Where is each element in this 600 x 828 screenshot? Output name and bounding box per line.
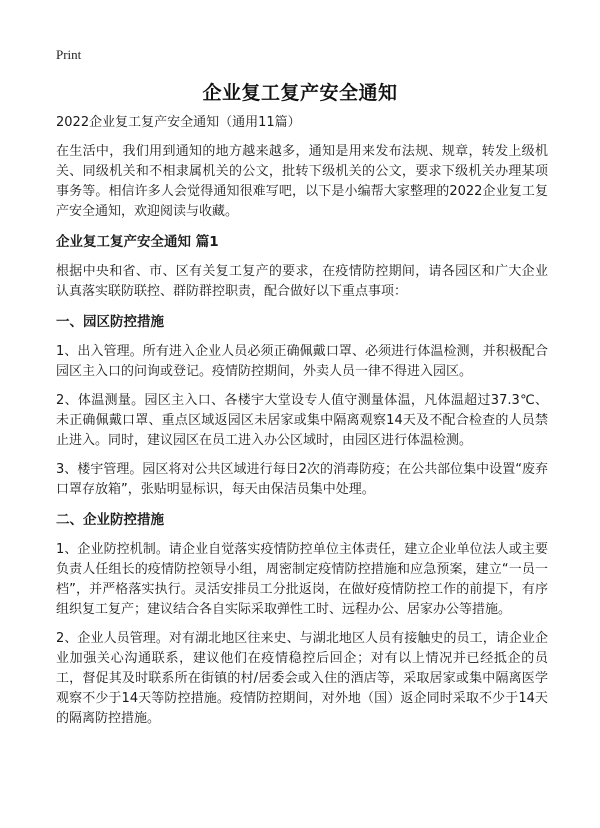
article-intro-paragraph: 根据中央和省、市、区有关复工复产的要求，在疫情防控期间，请各园区和广大企业认真落实联防联控、群防群控职责，配合做好以下重点事项： xyxy=(56,264,548,299)
park-measure-entry: 1、出入管理。所有进入企业人员必须正确佩戴口罩、必须进行体温检测，并积极配合园区主入口的问询或登记。疫情防控期间，外卖人员一律不得进入园区。 xyxy=(56,344,548,379)
document-body xyxy=(56,112,548,738)
article-heading: 企业复工复产安全通知 篇1 xyxy=(56,234,219,250)
enterprise-measure-mechanism: 1、企业防控机制。请企业自觉落实疫情防控单位主体责任，建立企业单位法人或主要负责人任组长的疫情防控领导小组，周密制定疫情防控措施和应急预案，建立“一员一档”，并严格落实执行。灵活安排员工分批返岗，在做好疫情防控工作的前提下，有序组织复工复产；建议结合各自实际采取弹性工时、远程办公、居家办公等措施。 xyxy=(56,542,548,617)
print-label: Print xyxy=(56,47,82,62)
intro-paragraph: 在生活中，我们用到通知的地方越来越多，通知是用来发布法规、规章，转发上级机关、同级机关和不相隶属机关的公文，批转下级机关的公文，要求下级机关办理某项事务等。相信许多人会觉得通知很难写吧，以下是小编帮大家整理的2022企业复工复产安全通知，欢迎阅读与收藏。 xyxy=(56,144,548,219)
section-heading-enterprise-measures: 二、企业防控措施 xyxy=(56,512,164,528)
section-heading-park-measures: 一、园区防控措施 xyxy=(56,314,164,330)
enterprise-measure-personnel: 2、企业人员管理。对有湖北地区往来史、与湖北地区人员有接触史的员工，请企业企业加强关心沟通联系，建议他们在疫情稳控后回企；对有以上情况并已经抵企的员工，督促其及时联系所在街镇的村/居委会或入住的酒店等，采取居家或集中隔离医学观察不少于14天等防控措施。疫情防控期间，对外地（国）返企同时采取不少于14天的隔离防控措施。 xyxy=(56,631,548,726)
page-title: 企业复工复产安全通知 xyxy=(202,82,398,104)
park-measure-building: 3、楼宇管理。园区将对公共区域进行每日2次的消毒防疫；在公共部位集中设置“废弃口罩存放箱”，张贴明显标识，每天由保洁员集中处理。 xyxy=(56,462,548,497)
document-subtitle: 2022企业复工复产安全通知（通用11篇） xyxy=(56,115,301,130)
park-measure-temperature: 2、体温测量。园区主入口、各楼宇大堂设专人值守测量体温，凡体温超过37.3℃、未正确佩戴口罩、重点区域返园区未居家或集中隔离观察14天及不配合检查的人员禁止进入。同时，建议园区在员工进入办公区域时，由园区进行体温检测。 xyxy=(56,393,548,448)
